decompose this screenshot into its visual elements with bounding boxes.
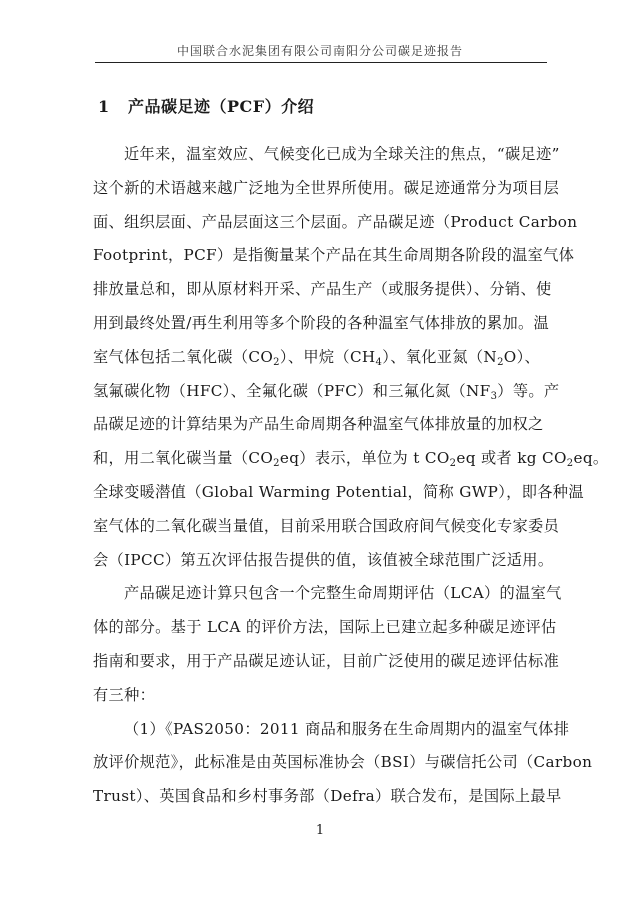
section-number: 1 [98,97,110,116]
text-run: 室气体包括二氧化碳（CO [93,347,274,366]
subscript: 3 [490,390,498,402]
paragraph-2-line-2: 体的部分。基于 LCA 的评价方法，国际上已建立起多种碳足迹评估 [93,618,557,637]
subscript: 2 [497,356,504,368]
text-run: O）、 [503,347,541,366]
paragraph-1-line-1: 近年来，温室效应、气候变化已成为全球关注的焦点，“碳足迹” [124,145,560,163]
paragraph-1-line-7 [93,341,553,375]
paragraph-1-line-4: Footprint，PCF）是指衡量某个产品在其生命周期各阶段的温室气体 [93,246,575,265]
paragraph-1-line-6: 用到最终处置/再生利用等多个阶段的各种温室气体排放的累加。温 [93,313,550,332]
subscript: 2 [566,458,574,470]
paragraph-1-line-2: 这个新的术语越来越广泛地为全世界所使用。碳足迹通常分为项目层 [93,178,560,197]
paragraph-1-line-8 [93,375,560,409]
paragraph-2-line-1: 产品碳足迹计算只包含一个完整生命周期评估（LCA）的温室气 [124,584,562,603]
subscript: 2 [273,458,280,470]
header-rule [95,62,547,63]
paragraph-2-line-3: 指南和要求，用于产品碳足迹认证，目前广泛使用的碳足迹评估标准 [93,651,560,670]
paragraph-1-line-13: 会（IPCC）第五次评估报告提供的值，该值被全球范围广泛适用。 [93,550,554,569]
section-heading [98,94,314,117]
paragraph-1-line-11: 全球变暖潜值（Global Warming Potential，简称 GWP），即各种温 [93,482,584,501]
text-run: ）等。产 [497,381,560,400]
text-run: 和，用二氧化碳当量（CO [93,449,274,468]
text-run: eq。 [573,449,609,468]
paragraph-1-line-9: 品碳足迹的计算结果为产品生命周期各种温室气体排放量的加权之 [93,415,544,434]
page-number: 1 [315,823,325,838]
paragraph-1-line-5: 排放量总和，即从原材料开采、产品生产（或服务提供）、分销、使 [93,280,552,299]
paragraph-1-line-12: 室气体的二氧化碳当量值，目前采用联合国政府间气候变化专家委员 [93,516,560,535]
text-run: ）、甲烷（CH [279,347,376,366]
text-run: eq 或者 kg CO [456,449,567,468]
text-run: 氢氟碳化物（HFC）、全氟化碳（PFC）和三氟化氮（NF [93,381,491,400]
text-run: eq）表示，单位为 t CO [279,449,450,468]
text-run: ）、氧化亚氮（N [382,347,498,366]
subscript: 2 [449,458,457,470]
paragraph-1-line-3: 面、组织层面、产品层面这三个层面。产品碳足迹（Product Carbon [93,212,578,231]
running-header: 中国联合水泥集团有限公司南阳分公司碳足迹报告 [176,44,463,58]
paragraph-3-line-3: Trust）、英国食品和乡村事务部（Defra）联合发布，是国际上最早 [93,787,562,806]
paragraph-1-line-10 [93,442,609,476]
body-text [93,138,609,814]
paragraph-2-line-4: 有三种： [93,685,156,704]
subscript: 2 [273,356,280,368]
section-title: 产品碳足迹（PCF）介绍 [128,97,315,116]
subscript: 4 [375,356,383,368]
paragraph-3-line-2: 放评价规范》，此标准是由英国标准协会（BSI）与碳信托公司（Carbon [93,753,593,772]
paragraph-3-line-1: （1）《PAS2050：2011 商品和服务在生命周期内的温室气体排 [124,719,570,738]
